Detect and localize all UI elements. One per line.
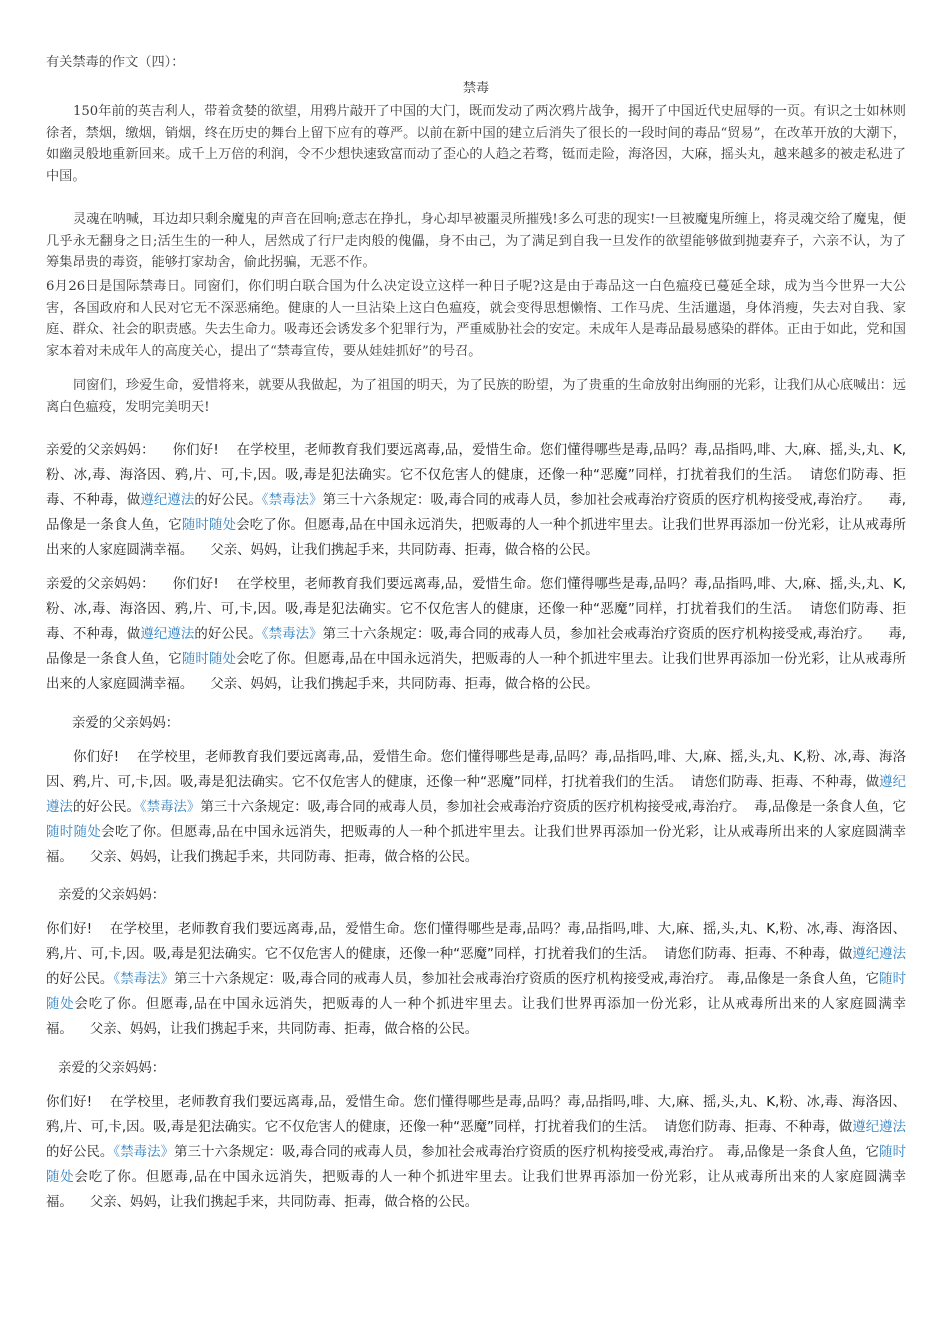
- essay-title: 禁毒: [462, 81, 490, 96]
- link-jindufa[interactable]: 《禁毒法》: [113, 1145, 175, 1160]
- link-suishi-suichu[interactable]: 随时随处: [46, 972, 907, 1012]
- letter-block-4: [46, 917, 906, 1042]
- letter-sentence: 请您们防毒、拒毒、不种毒，做: [690, 775, 880, 790]
- letter-sentence: 第三十六条规定：吸,毒合同的戒毒人员，参加社会戒毒治疗资质的医疗机构接受戒,毒治疗。: [174, 1145, 723, 1160]
- letter-greeting: 亲爱的父亲妈妈：: [46, 443, 155, 458]
- link-zunji-zunfa[interactable]: 遵纪遵法: [140, 493, 195, 508]
- essay-heading: 有关禁毒的作文（四）：: [46, 55, 185, 70]
- letter-closing: 父亲、妈妈，让我们携起手来，共同防毒、拒毒，做合格的公民。: [89, 1022, 479, 1037]
- letter-sentence: 毒,品像是一条食人鱼，它: [726, 972, 880, 987]
- letter-closing: 父亲、妈妈，让我们携起手来，共同防毒、拒毒，做合格的公民。: [89, 850, 479, 865]
- letter-greeting: 亲爱的父亲妈妈：: [46, 577, 155, 592]
- link-suishi-suichu[interactable]: 随时随处: [46, 825, 102, 840]
- letter-sentence: 请您们防毒、拒毒、不种毒，做: [46, 468, 907, 508]
- letter-sentence: 的好公民。: [46, 1145, 114, 1160]
- letter-sentence: 第三十六条规定：吸,毒合同的戒毒人员，参加社会戒毒治疗资质的医疗机构接受戒,毒治疗。: [200, 800, 746, 815]
- letter-closing: 父亲、妈妈，让我们携起手来，共同防毒、拒毒，做合格的公民。: [89, 1195, 479, 1210]
- letter-opening: 你们好!: [172, 443, 219, 458]
- letter-greeting: 亲爱的父亲妈妈：: [58, 888, 166, 903]
- letter-opening: 你们好!: [73, 750, 120, 765]
- letter-closing: 父亲、妈妈，让我们携起手来，共同防毒、拒毒，做合格的公民。: [210, 543, 599, 558]
- link-zunji-zunfa[interactable]: 遵纪遵法: [852, 1120, 907, 1135]
- letter-sentence: 毒,品像是一条食人鱼，它: [754, 800, 907, 815]
- link-zunji-zunfa[interactable]: 遵纪遵法: [140, 627, 195, 642]
- letter-sentence: 在学校里，老师教育我们要远离毒,品，爱惜生命。您们懂得哪些是毒,品吗？毒,品指吗,啡、大,麻、摇,头,丸、K,粉、冰,毒、海洛因、鸦,片、可,卡,因。吸,毒是犯法确实。它不仅危害人的健康，还像一种“恶魔”同样，打扰着我们的生活。: [46, 443, 907, 483]
- letter-sentence: 在学校里，老师教育我们要远离毒,品，爱惜生命。您们懂得哪些是毒,品吗？毒,品指吗,啡、大,麻、摇,头,丸、K,粉、冰,毒、海洛因、鸦,片、可,卡,因。吸,毒是犯法确实。它不仅危害人的健康，还像一种“恶魔”同样，打扰着我们的生活。: [46, 922, 906, 962]
- letter-block-5: [46, 1090, 906, 1215]
- letter-sentence: 会吃了你。但愿毒,品在中国永远消失，把贩毒的人一种个抓进牢里去。让我们世界再添加一份光彩，让从戒毒所出来的人家庭圆满幸福。: [46, 997, 906, 1037]
- letter-sentence: 毒,品像是一条食人鱼，它: [46, 627, 907, 667]
- letter-sentence: 在学校里，老师教育我们要远离毒,品，爱惜生命。您们懂得哪些是毒,品吗？毒,品指吗,啡、大,麻、摇,头,丸、K,粉、冰,毒、海洛因、鸦,片、可,卡,因。吸,毒是犯法确实。它不仅危害人的健康，还像一种“恶魔”同样，打扰着我们的生活。: [46, 577, 907, 617]
- link-zunji-zunfa[interactable]: 遵纪遵法: [852, 947, 907, 962]
- letter-sentence: 请您们防毒、拒毒、不种毒，做: [664, 947, 853, 962]
- link-jindufa[interactable]: 《禁毒法》: [139, 800, 201, 815]
- letter-opening: 你们好!: [172, 577, 219, 592]
- letter-block-2: [46, 572, 906, 697]
- link-suishi-suichu[interactable]: 随时随处: [181, 652, 237, 667]
- letter-sentence: 请您们防毒、拒毒、不种毒，做: [664, 1120, 853, 1135]
- letter-sentence: 会吃了你。但愿毒,品在中国永远消失，把贩毒的人一种个抓进牢里去。让我们世界再添加一份光彩，让从戒毒所出来的人家庭圆满幸福。: [46, 825, 906, 865]
- link-jindufa[interactable]: 《禁毒法》: [113, 972, 175, 987]
- letter-block-3: [46, 745, 906, 870]
- essay-paragraph-1: 150年前的英吉利人，带着贪婪的欲望，用鸦片敲开了中国的大门，既而发动了两次鸦片战争，揭开了中国近代史屈辱的一页。有识之士如林则徐者，禁烟，缴烟，销烟，终在历史的舞台上留下应有的尊严。以前在新中国的建立后消失了很长的一段时间的毒品“贸易”，在改革开放的大潮下，如幽灵般地重新回来。成千上万倍的利润，令不少想快速致富而动了歪心的人趋之若骛，铤而走险，海洛因，大麻，摇头丸，越来越多的被走私进了中国。: [46, 104, 906, 184]
- letter-sentence: 第三十六条规定：吸,毒合同的戒毒人员，参加社会戒毒治疗资质的医疗机构接受戒,毒治疗。: [322, 493, 871, 508]
- letter-sentence: 的好公民。: [194, 627, 262, 642]
- letter-sentence: 会吃了你。但愿毒,品在中国永远消失，把贩毒的人一种个抓进牢里去。让我们世界再添加一份光彩，让从戒毒所出来的人家庭圆满幸福。: [46, 518, 907, 558]
- letter-opening: 你们好!: [46, 922, 93, 937]
- letter-sentence: 请您们防毒、拒毒、不种毒，做: [46, 602, 907, 642]
- letter-greeting: 亲爱的父亲妈妈：: [72, 716, 180, 731]
- letter-greeting: 亲爱的父亲妈妈：: [58, 1061, 166, 1076]
- essay-paragraph-4: 同窗们，珍爱生命，爱惜将来，就要从我做起，为了祖国的明天，为了民族的盼望，为了贵重的生命放射出绚丽的光彩，让我们从心底喊出：远离白色瘟疫，发明完美明天!: [46, 378, 906, 415]
- letter-opening: 你们好!: [46, 1095, 93, 1110]
- letter-sentence: 会吃了你。但愿毒,品在中国永远消失，把贩毒的人一种个抓进牢里去。让我们世界再添加一份光彩，让从戒毒所出来的人家庭圆满幸福。: [46, 652, 907, 692]
- letter-sentence: 在学校里，老师教育我们要远离毒,品，爱惜生命。您们懂得哪些是毒,品吗？毒,品指吗,啡、大,麻、摇,头,丸、K,粉、冰,毒、海洛因、鸦,片、可,卡,因。吸,毒是犯法确实。它不仅危害人的健康，还像一种“恶魔”同样，打扰着我们的生活。: [46, 1095, 906, 1135]
- link-jindufa[interactable]: 《禁毒法》: [261, 493, 323, 508]
- letter-block-1: [46, 438, 906, 563]
- letter-sentence: 第三十六条规定：吸,毒合同的戒毒人员，参加社会戒毒治疗资质的医疗机构接受戒,毒治疗。: [174, 972, 723, 987]
- essay-paragraph-3: 6月26日是国际禁毒日。同窗们，你们明白联合国为什么决定设立这样一种日子呢?这是由于毒品这一白色瘟疫已蔓延全球，成为当今世界一大公害，各国政府和人民对它无不深恶痛绝。健康的人一旦沾染上这白色瘟疫，就会变得思想懒惰、工作马虎、生活邋遢，身体消瘦，失去对自我、家庭、群众、社会的职责感。失去生命力。吸毒还会诱发多个犯罪行为，严重威胁社会的安定。未成年人是毒品最易感染的群体。正由于如此，党和国家本着对未成年人的高度关心，提出了“禁毒宣传，要从娃娃抓好”的号召。: [46, 279, 906, 359]
- letter-sentence: 的好公民。: [72, 800, 140, 815]
- letter-sentence: 的好公民。: [46, 972, 114, 987]
- letter-sentence: 毒,品像是一条食人鱼，它: [46, 493, 907, 533]
- letter-sentence: 的好公民。: [194, 493, 262, 508]
- link-zunji-zunfa[interactable]: 遵纪遵法: [46, 775, 907, 815]
- link-jindufa[interactable]: 《禁毒法》: [261, 627, 323, 642]
- letter-sentence: 会吃了你。但愿毒,品在中国永远消失，把贩毒的人一种个抓进牢里去。让我们世界再添加一份光彩，让从戒毒所出来的人家庭圆满幸福。: [46, 1170, 906, 1210]
- letter-closing: 父亲、妈妈，让我们携起手来，共同防毒、拒毒，做合格的公民。: [210, 677, 599, 692]
- essay-paragraph-2: 灵魂在呐喊，耳边却只剩余魔鬼的声音在回响;意志在挣扎，身心却早被噩灵所摧残!多么可悲的现实!一旦被魔鬼所缠上，将灵魂交给了魔鬼，便几乎永无翻身之日;活生生的一种人，居然成了行尸走肉般的傀儡，身不由己，为了满足到自我一旦发作的欲望能够做到抛妻弃子，六亲不认，为了筹集昂贵的毒资，能够打家劫舍，偷此拐骗，无恶不作。: [46, 212, 906, 271]
- link-suishi-suichu[interactable]: 随时随处: [181, 518, 237, 533]
- letter-sentence: 在学校里，老师教育我们要远离毒,品，爱惜生命。您们懂得哪些是毒,品吗？毒,品指吗,啡、大,麻、摇,头,丸、K,粉、冰,毒、海洛因、鸦,片、可,卡,因。吸,毒是犯法确实。它不仅危害人的健康，还像一种“恶魔”同样，打扰着我们的生活。: [46, 750, 906, 790]
- link-suishi-suichu[interactable]: 随时随处: [46, 1145, 907, 1185]
- letter-sentence: 第三十六条规定：吸,毒合同的戒毒人员，参加社会戒毒治疗资质的医疗机构接受戒,毒治疗。: [322, 627, 871, 642]
- letter-sentence: 毒,品像是一条食人鱼，它: [726, 1145, 880, 1160]
